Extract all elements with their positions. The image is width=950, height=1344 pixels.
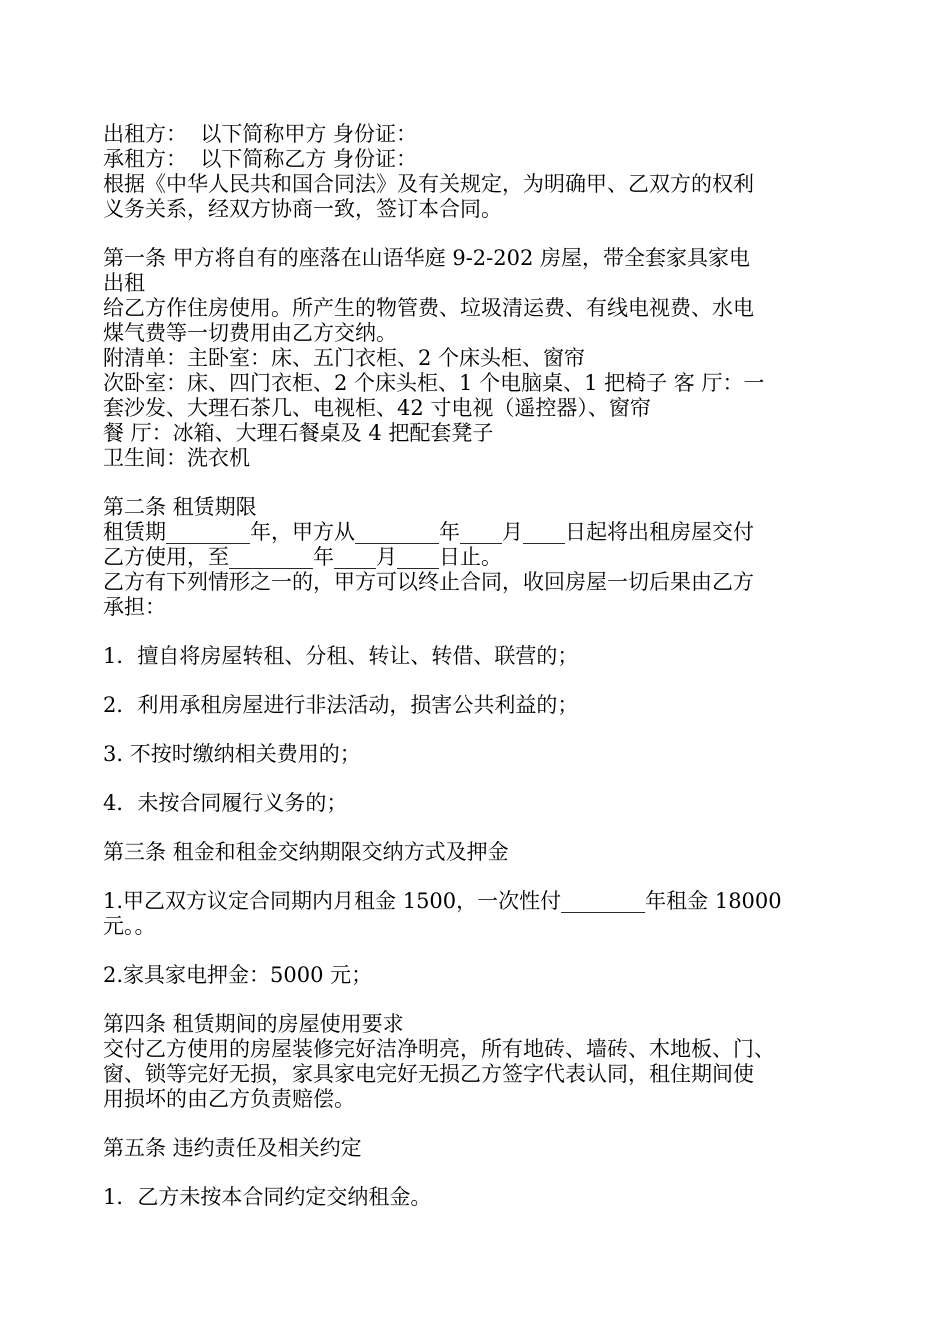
article-2-line-5: 承担： bbox=[103, 595, 166, 619]
blank-line bbox=[103, 988, 863, 1012]
article-2-line-3: 乙方使用，至________年____月____日止。 bbox=[103, 545, 502, 569]
blank-line bbox=[103, 865, 863, 889]
blank-line bbox=[103, 620, 863, 644]
article-2-line-4: 乙方有下列情形之一的，甲方可以终止合同，收回房屋一切后果由乙方 bbox=[103, 570, 754, 594]
blank-line bbox=[103, 471, 863, 495]
inventory-line-1: 附清单：主卧室：床、五门衣柜、2 个床头柜、窗帘 bbox=[103, 346, 586, 370]
clause-2-3: 3. 不按时缴纳相关费用的； bbox=[103, 742, 361, 766]
article-1-line-3: 给乙方作住房使用。所产生的物管费、垃圾清运费、有线电视费、水电 bbox=[103, 296, 754, 320]
blank-line bbox=[103, 816, 863, 840]
inventory-line-3: 套沙发、大理石茶几、电视柜、42 寸电视（遥控器）、窗帘 bbox=[103, 396, 651, 420]
article-2-line-2: 租赁期________年，甲方从________年____月____日起将出租房屋交付 bbox=[103, 520, 754, 544]
article-3-heading: 第三条 租金和租金交纳期限交纳方式及押金 bbox=[103, 840, 509, 864]
inventory-line-2: 次卧室：床、四门衣柜、2 个床头柜、1 个电脑桌、1 把椅子 客 厅：一 bbox=[103, 371, 765, 395]
article-5-heading: 第五条 违约责任及相关约定 bbox=[103, 1136, 362, 1160]
clause-2-4: 4．未按合同履行义务的； bbox=[103, 791, 348, 815]
blank-line bbox=[103, 1161, 863, 1185]
clause-2-2: 2．利用承租房屋进行非法活动，损害公共利益的； bbox=[103, 693, 579, 717]
article-4-line-2: 交付乙方使用的房屋装修完好洁净明亮，所有地砖、墙砖、木地板、门、 bbox=[103, 1037, 775, 1061]
clause-2-1: 1．擅自将房屋转租、分租、转让、转借、联营的； bbox=[103, 644, 579, 668]
article-4-line-4: 用损坏的由乙方负责赔偿。 bbox=[103, 1087, 355, 1111]
article-2-heading: 第二条 租赁期限 bbox=[103, 495, 257, 519]
blank-line bbox=[103, 939, 863, 963]
blank-line bbox=[103, 222, 863, 246]
lessor-line: 出租方： 以下简称甲方 身份证： bbox=[103, 122, 418, 146]
article-1-line-2: 出租 bbox=[103, 271, 145, 295]
article-1-heading: 第一条 甲方将自有的座落在山语华庭 9-2-202 房屋，带全套家具家电 bbox=[103, 246, 751, 270]
clause-3-2: 2.家具家电押金：5000 元； bbox=[103, 963, 373, 987]
clause-3-1-line-1: 1.甲乙双方议定合同期内月租金 1500，一次性付________年租金 18000 bbox=[103, 889, 782, 913]
article-4-heading: 第四条 租赁期间的房屋使用要求 bbox=[103, 1012, 404, 1036]
clause-3-1-line-2: 元。。 bbox=[103, 914, 156, 938]
blank-line bbox=[103, 767, 863, 791]
inventory-line-4: 餐 厅：冰箱、大理石餐桌及 4 把配套凳子 bbox=[103, 421, 494, 445]
blank-line bbox=[103, 718, 863, 742]
article-1-line-4: 煤气费等一切费用由乙方交纳。 bbox=[103, 321, 397, 345]
inventory-line-5: 卫生间：洗衣机 bbox=[103, 446, 250, 470]
blank-line bbox=[103, 1112, 863, 1136]
document-body bbox=[103, 122, 863, 1210]
preamble-line-1: 根据《中华人民共和国合同法》及有关规定，为明确甲、乙双方的权利 bbox=[103, 172, 754, 196]
lessee-line: 承租方： 以下简称乙方 身份证： bbox=[103, 147, 418, 171]
article-4-line-3: 窗、锁等完好无损，家具家电完好无损乙方签字代表认同，租住期间使 bbox=[103, 1062, 754, 1086]
blank-line bbox=[103, 669, 863, 693]
preamble-line-2: 义务关系，经双方协商一致，签订本合同。 bbox=[103, 197, 502, 221]
clause-5-1: 1．乙方未按本合同约定交纳租金。 bbox=[103, 1185, 432, 1209]
